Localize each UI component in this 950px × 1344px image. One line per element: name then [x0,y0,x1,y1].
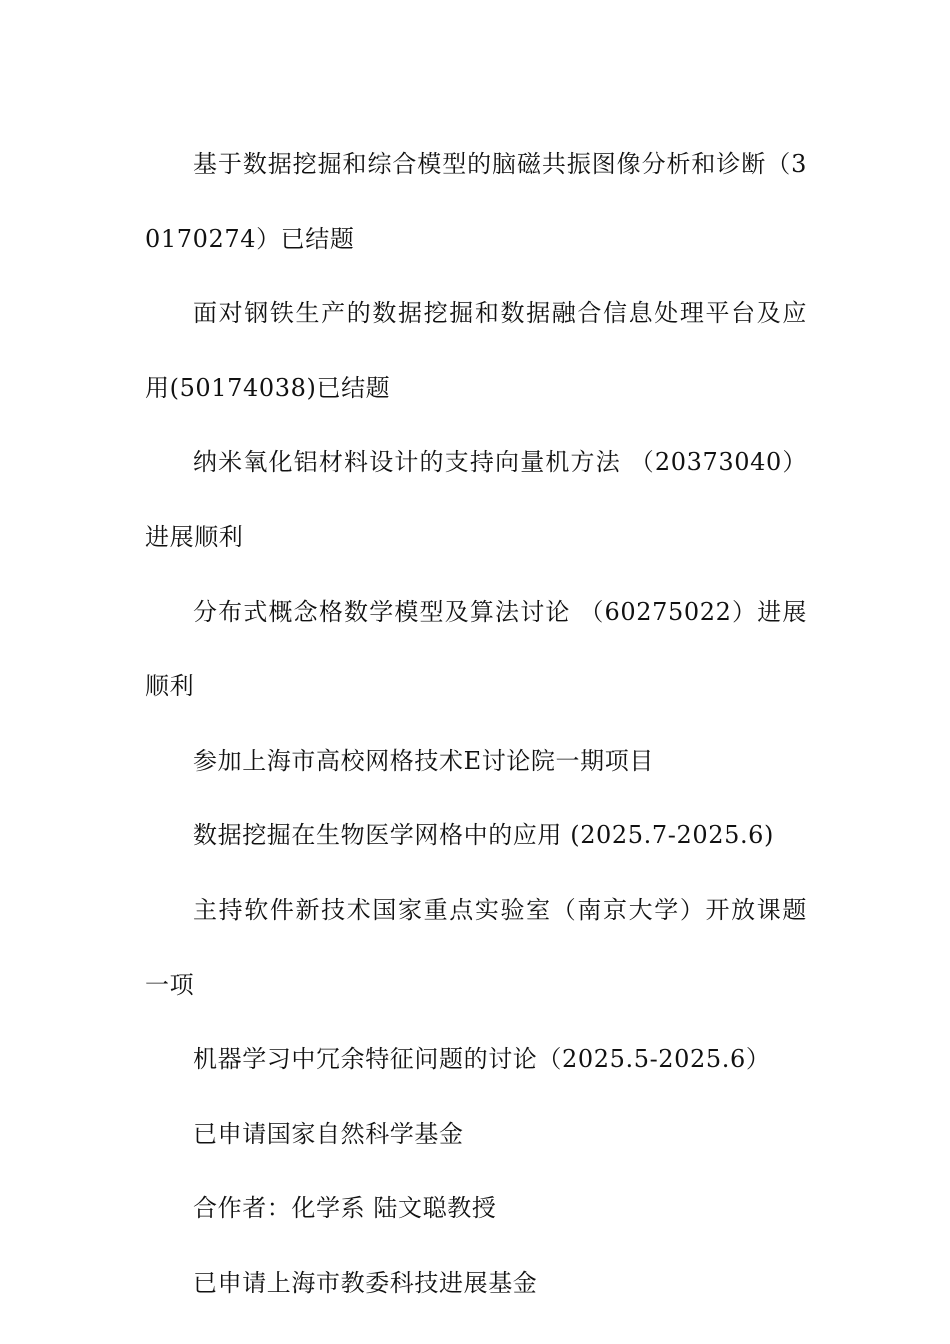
paragraph-redundant-features: 机器学习中冗余特征问题的讨论（2025.5-2025.6） [193,1045,771,1074]
paragraph-project-nano-alumina: 纳米氧化铝材料设计的支持向量机方法 （20373040）进展顺利 [145,448,807,551]
paragraph-open-project: 主持软件新技术国家重点实验室（南京大学）开放课题一项 [145,895,807,999]
paragraph-project-concept-lattice: 分布式概念格数学模型及算法讨论 （60275022）进展顺利 [145,597,807,701]
paragraph-biomedical-grid: 数据挖掘在生物医学网格中的应用 (2025.7-2025.6) [193,821,775,850]
document-body [145,127,807,1321]
paragraph-education-fund: 已申请上海市教委科技进展基金 [193,1268,538,1297]
paragraph-collaborator: 合作者：化学系 陆文聪教授 [193,1194,497,1223]
paragraph-grid-institute: 参加上海市高校网格技术E讨论院一期项目 [193,746,654,775]
paragraph-project-steel-data-fusion: 面对钢铁生产的数据挖掘和数据融合信息处理平台及应用(50174038)已结题 [145,299,807,402]
paragraph-project-brain-mri: 基于数据挖掘和综合模型的脑磁共振图像分析和诊断（30170274）已结题 [145,150,807,253]
paragraph-nsfc-application: 已申请国家自然科学基金 [193,1119,464,1148]
